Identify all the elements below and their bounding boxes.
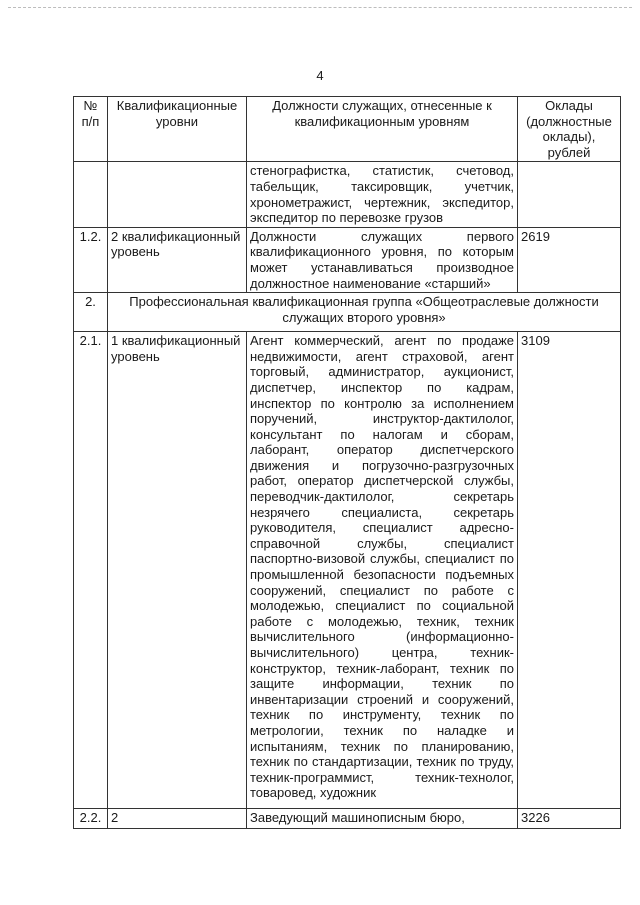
header-positions: Должности служащих, отнесенные к квалификационным уровням (247, 97, 518, 162)
cell-num: 2.1. (74, 332, 108, 809)
cell-salary: 3109 (518, 332, 621, 809)
cell-salary: 3226 (518, 809, 621, 829)
cell-level: 2 квалификационный уровень (108, 227, 247, 292)
cell-num: 2.2. (74, 809, 108, 829)
cell-num (74, 162, 108, 227)
table-row (74, 162, 621, 227)
cell-num: 2. (74, 293, 108, 332)
cell-salary: 2619 (518, 227, 621, 292)
cell-num: 1.2. (74, 227, 108, 292)
cell-salary (518, 162, 621, 227)
table-header-row (74, 97, 621, 162)
table-row (74, 227, 621, 292)
page-number: 4 (316, 68, 324, 83)
cell-level: 2 (108, 809, 247, 829)
table-row (74, 293, 621, 332)
cell-level (108, 162, 247, 227)
qualification-table (73, 96, 621, 829)
cell-positions: Должности служащих первого квалификационного уровня, по которым может устанавливаться производное должностное наименование «старший» (247, 227, 518, 292)
header-num: № п/п (74, 97, 108, 162)
table-row (74, 809, 621, 829)
cell-positions: стенографистка, статистик, счетовод, табельщик, таксировщик, учетчик, хронометражист, чертежник, экспедитор, экспедитор по перевозке грузов (247, 162, 518, 227)
cell-level: 1 квалификационный уровень (108, 332, 247, 809)
cell-group-title: Профессиональная квалификационная группа «Общеотраслевые должности служащих второго уровня» (108, 293, 621, 332)
cell-positions: Агент коммерческий, агент по продаже недвижимости, агент страховой, агент торговый, администратор, аукционист, диспетчер, инспектор по кадрам, инспектор по контролю за исполнением поручений, инструктор-дактилолог, консультант по налогам и сборам, лаборант, оператор диспетчерского движения и погрузочно-разгрузочных работ, оператор диспетчерской службы, переводчик-дактилолог, секретарь незрячего специалиста, секретарь руководителя, специалист адресно-справочной службы, специалист паспортно-визовой службы, специалист по промышленной безопасности подъемных сооружений, специалист по работе с молодежью, специалист по социальной работе с молодежью, техник, техник вычислительного (информационно-вычислительного) центра, техник-конструктор, техник-лаборант, техник по защите информации, техник по инвентаризации строений и сооружений, техник по инструменту, техник по метрологии, техник по наладке и испытаниям, техник по планированию, техник по стандартизации, техник по труду, техник-программист, техник-технолог, товаровед, художник (247, 332, 518, 809)
header-salary: Оклады (должностные оклады), рублей (518, 97, 621, 162)
scan-top-border (8, 7, 632, 8)
cell-positions: Заведующий машинописным бюро, (247, 809, 518, 829)
table-row (74, 332, 621, 809)
header-level: Квалификационные уровни (108, 97, 247, 162)
